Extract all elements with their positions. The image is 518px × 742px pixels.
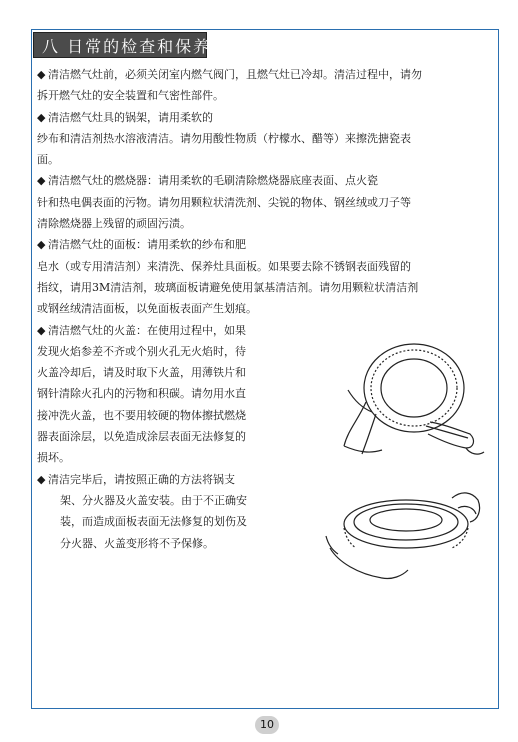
diamond-bullet-icon: ◆ — [37, 68, 46, 81]
paragraph-line — [37, 107, 495, 128]
paragraph-text: 面。 — [37, 153, 59, 167]
paragraph-line — [37, 213, 495, 234]
paragraph-line — [37, 64, 495, 85]
paragraph-text: 针和热电偶表面的污物。请勿用颗粒状清洗剂、尖锐的物体、钢丝绒或刀子等 — [37, 195, 411, 209]
paragraph-text: 清洁燃气灶具的锅架，请用柔软的 — [48, 110, 213, 124]
paragraph-text: 清洁燃气灶的燃烧器：请用柔软的毛刷清除燃烧器底座表面、点火瓷 — [48, 174, 378, 188]
paragraph-text: 火盖冷却后，请及时取下火盖，用薄铁片和 — [37, 366, 246, 380]
paragraph-text: 清除燃烧器上残留的顽固污渍。 — [37, 217, 191, 231]
page-number: 10 — [255, 716, 279, 734]
paragraph-text: 清洁燃气灶前，必须关闭室内燃气阀门，且燃气灶已冷却。清洁过程中，请勿 — [48, 68, 422, 81]
paragraph-text: 拆开燃气灶的安全装置和气密性部件。 — [37, 89, 224, 103]
diamond-bullet-icon: ◆ — [37, 238, 46, 252]
diamond-bullet-icon: ◆ — [37, 323, 46, 337]
paragraph-text: 或钢丝绒清洁面板，以免面板表面产生划痕。 — [37, 302, 257, 316]
diamond-bullet-icon: ◆ — [37, 110, 46, 124]
paragraph-line — [37, 192, 495, 213]
paragraph-line — [37, 85, 495, 106]
paragraph-text: 器表面涂层，以免造成涂层表面无法修复的 — [37, 430, 246, 444]
paragraph-line — [37, 277, 495, 298]
section-title-box — [33, 32, 212, 58]
paragraph-text: 装，而造成面板表面无法修复的划伤及 — [60, 515, 247, 529]
paragraph-line — [37, 298, 495, 319]
paragraph-text: 损坏。 — [37, 451, 70, 465]
paragraph-line — [37, 170, 495, 191]
paragraph-line — [37, 256, 495, 277]
paragraph-text: 钢针清除火孔内的污物和积碳。请勿用水直 — [37, 387, 246, 401]
section-title: 八 日常的检查和保养 — [42, 36, 212, 56]
paragraph-text: 清洁完毕后，请按照正确的方法将锅支 — [48, 472, 235, 486]
paragraph-text: 架、分火器及火盖安装。由于不正确安 — [60, 493, 247, 507]
paragraph-text: 纱布和清洁剂热水溶液清洁。请勿用酸性物质（柠檬水、醋等）来擦洗搪瓷表 — [37, 131, 411, 145]
paragraph-line — [37, 234, 495, 255]
paragraph-line — [37, 149, 495, 170]
diamond-bullet-icon: ◆ — [37, 174, 46, 188]
paragraph-text: 发现火焰参差不齐或个别火孔无火焰时，待 — [37, 344, 246, 358]
hand-cleaning-burner-cap-with-pin-illustration — [318, 330, 486, 460]
paragraph-text: 分火器、火盖变形将不予保修。 — [60, 536, 214, 550]
paragraph-text: 皂水（或专用清洁剂）来清洗、保养灶具面板。如果要去除不锈钢表面残留的 — [37, 259, 411, 273]
diamond-bullet-icon: ◆ — [37, 472, 46, 486]
paragraph-text: 清洁燃气灶的火盖：在使用过程中，如果 — [48, 323, 246, 337]
hands-holding-fire-cover-illustration — [322, 478, 482, 586]
paragraph-text: 清洁燃气灶的面板：请用柔软的纱布和肥 — [48, 238, 246, 252]
paragraph-text: 指纹，请用3M清洁剂，玻璃面板请避免使用氯基清洁剂。请勿用颗粒状清洁剂 — [37, 280, 419, 294]
paragraph-text: 接冲洗火盖，也不要用较硬的物体擦拭燃烧 — [37, 408, 246, 422]
paragraph-line — [37, 128, 495, 149]
